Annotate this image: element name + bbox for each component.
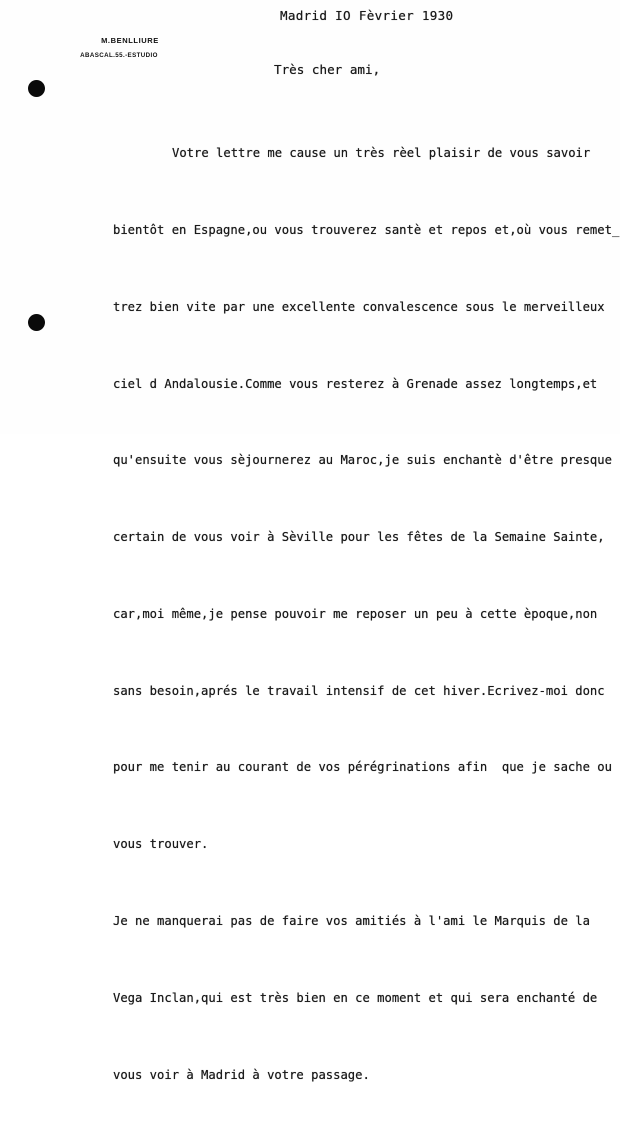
letterhead: [60, 36, 200, 59]
body-line: Vega Inclan,qui est très bien en ce moment et qui sera enchanté de: [113, 990, 598, 1005]
body-line: vous trouver.: [113, 837, 209, 852]
letterhead-address: ABASCAL.55.-ESTUDIO: [80, 52, 158, 59]
body-line: qu'ensuite vous sèjournerez au Maroc,je suis enchantè d'être presque: [113, 453, 612, 468]
body-line: pour me tenir au courant de vos pérégrinations afin que je sache ou: [113, 760, 612, 775]
body-line: sans besoin,aprés le travail intensif de cet hiver.Ecrivez-moi donc: [113, 683, 605, 698]
body-line: Je ne manquerai pas de faire vos amitiés à l'ami le Marquis de la: [113, 914, 590, 928]
body-line: vous voir à Madrid à votre passage.: [113, 1067, 370, 1082]
letterhead-name: M.BENLLIURE: [101, 36, 159, 45]
body-line: Votre lettre me cause un très rèel plaisir de vous savoir: [172, 146, 591, 161]
body-line: trez bien vite par une excellente convalescence sous le merveilleux: [113, 299, 605, 314]
body-line: car,moi même,je pense pouvoir me reposer un peu à cette èpoque,non: [113, 606, 598, 621]
body-line: bientôt en Espagne,ou vous trouverez santè et repos et,où vous remet_: [113, 222, 620, 237]
body-line: certain de vous voir à Sèville pour les fêtes de la Semaine Sainte,: [113, 530, 605, 545]
body-line: ciel d Andalousie.Comme vous resterez à Grenade assez longtemps,et: [113, 376, 598, 391]
salutation: Très cher ami,: [274, 62, 381, 77]
punch-hole-bottom: [28, 314, 45, 331]
dateline: Madrid IO Fèvrier 1930: [280, 8, 454, 23]
letter-body: [113, 90, 620, 1139]
punch-hole-top: [28, 80, 45, 97]
